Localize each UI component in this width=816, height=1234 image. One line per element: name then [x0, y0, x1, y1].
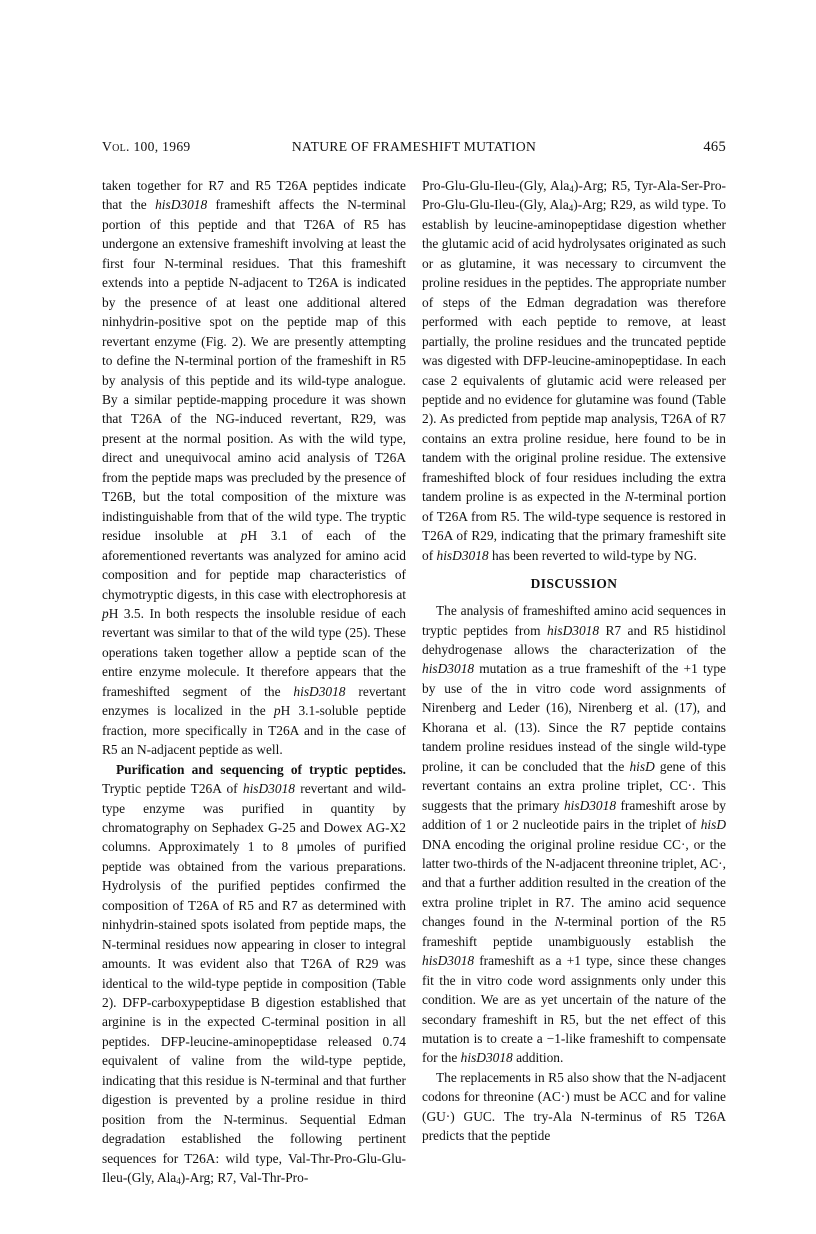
paragraph-purification: Purification and sequencing of tryptic peptides. Tryptic peptide T26A of hisD3018 revertant and wild-type enzyme was purified in quantity by chromatography on Sephadex G-25 and Dowex AG-X2 columns. Approximately 1 to 8 μmoles of purified peptide was obtained from the various preparations. Hydrolysis of the purified peptides confirmed the composition of T26A of R5 and R7 as determined with ninhydrin-stained spots isolated from peptide maps, the N-terminal residues now appearing in closer to integral amounts. It was evident also that T26A of R29 was identical to the wild-type peptide in composition (Table 2). DFP-carboxypeptidase B digestion established that arginine is in the expected C-terminal position in all peptides. DFP-leucine-aminopeptidase released 0.74 equivalent of valine from the wild-type peptide, indicating that this residue is N-terminal and that further digestion is prevented by a proline residue in third position from the N-terminus. Sequential Edman degradation established the following pertinent sequences for T26A: wild type, Val-Thr-Pro-Glu-Glu-Ileu-(Gly, Ala$_4$)-Arg; R7, Val-Thr-Pro-	[102, 761, 406, 1187]
running-header	[102, 139, 726, 159]
paragraph-sequences: Pro-Glu-Glu-Ileu-(Gly, Ala$_4$)-Arg; R5, Tyr-Ala-Ser-Pro-Pro-Glu-Glu-Ileu-(Gly, Ala$_4$)-Arg; R29, as wild type. To establish by leucine-aminopeptidase digestion whether the glutamic acid of acid hydrolysates originated as such or as glutamine, it was necessary to circumvent the proline residues in the peptides. The appropriate number of steps of the Edman degradation was therefore performed with each peptide to remove, at least partially, the proline residues and the truncated peptide was digested with DFP-leucine-aminopeptidase. In each case 2 equivalents of glutamic acid were released per peptide and no evidence for glutamine was found (Table 2). As predicted from peptide map analysis, T26A of R7 contains an extra proline residue, here found to be in tandem with the original proline residue. The extensive frameshifted block of four residues including the extra tandem proline is as expected in the N-terminal portion of T26A from R5. The wild-type sequence is restored in T26A of R29, indicating that the primary frameshift site of hisD3018 has been reverted to wild-type by NG.	[422, 178, 727, 563]
section-heading-discussion: DISCUSSION	[530, 576, 618, 592]
page-number: 465	[703, 139, 726, 155]
running-title: NATURE OF FRAMESHIFT MUTATION	[291, 139, 537, 154]
paragraph-peptide-analysis: taken together for R7 and R5 T26A peptides indicate that the hisD3018 frameshift affects the N-terminal portion of this peptide and that T26A of R5 has undergone an extensive frameshift involving at least the first four N-terminal residues. That this frameshift extends into a peptide N-adjacent to T26A is indicated by the presence of at least one additional altered ninhydrin-positive spot on the peptide map of this revertant enzyme (Fig. 2). We are presently attempting to define the N-terminal portion of the frameshift in R5 by analysis of this peptide and its wild-type analogue. By a similar peptide-mapping procedure it was shown that T26A of the NG-induced revertant, R29, was present at the normal position. As with the wild type, direct and unequivocal amino acid analysis of T26A from the peptide maps was precluded by the presence of T26B, but the total composition of the mixture was indistinguishable from that of the wild type. The tryptic residue insoluble at pH 3.1 of each of the aforementioned revertants was analyzed for amino acid composition and for peptide map characteristics of chymotryptic digests, in this case with electrophoresis at pH 3.5. In both respects the insoluble residue of each revertant was similar to that of the wild type (25). These operations taken together allow a peptide scan of the entire enzyme molecule. It therefore appears that the frameshifted segment of the hisD3018 revertant enzymes is localized in the pH 3.1-soluble peptide fraction, more specifically in T26A and in the case of R5 an N-adjacent peptide as well.	[102, 178, 406, 758]
run-in-heading: Purification and sequencing of tryptic peptides.	[116, 761, 406, 777]
volume-label: Vol. 100, 1969	[102, 139, 191, 154]
right-column	[422, 176, 726, 1146]
paragraph-replacements: The replacements in R5 also show that the N-adjacent codons for threonine (AC·) must be ACC and for valine (GU·) GUC. The try-Ala N-terminus of R5 T26A predicts that the peptide	[422, 1069, 726, 1144]
left-column	[102, 176, 406, 1188]
paragraph-discussion: The analysis of frameshifted amino acid sequences in tryptic peptides from hisD3018 R7 and R5 histidinol dehydrogenase allows the characterization of the hisD3018 mutation as a true frameshift of the +1 type by use of the in vitro code word assignments of Nirenberg and Leder (16), Nirenberg et al. (17), and Khorana et al. (13). Since the R7 peptide contains tandem proline residues instead of the single wild-type proline, it can be concluded that the hisD gene of this revertant contains an extra proline triplet, CC·. This suggests that the primary hisD3018 frameshift arose by addition of 1 or 2 nucleotide pairs in the triplet of hisD DNA encoding the original proline residue CC·, or the latter two-thirds of the N-adjacent threonine triplet, AC·, and that a further addition resulted in the creation of the extra proline triplet in R7. The amino acid sequence changes found in the N-terminal portion of the R5 frameshift peptide unambiguously establish the hisD3018 frameshift as a +1 type, since these changes fit the in vitro code word assignments only under this condition. We are as yet uncertain of the nature of the secondary frameshift in R5, but the net effect of this mutation is to create a −1-like frameshift to compensate for the hisD3018 addition.	[422, 603, 727, 1066]
